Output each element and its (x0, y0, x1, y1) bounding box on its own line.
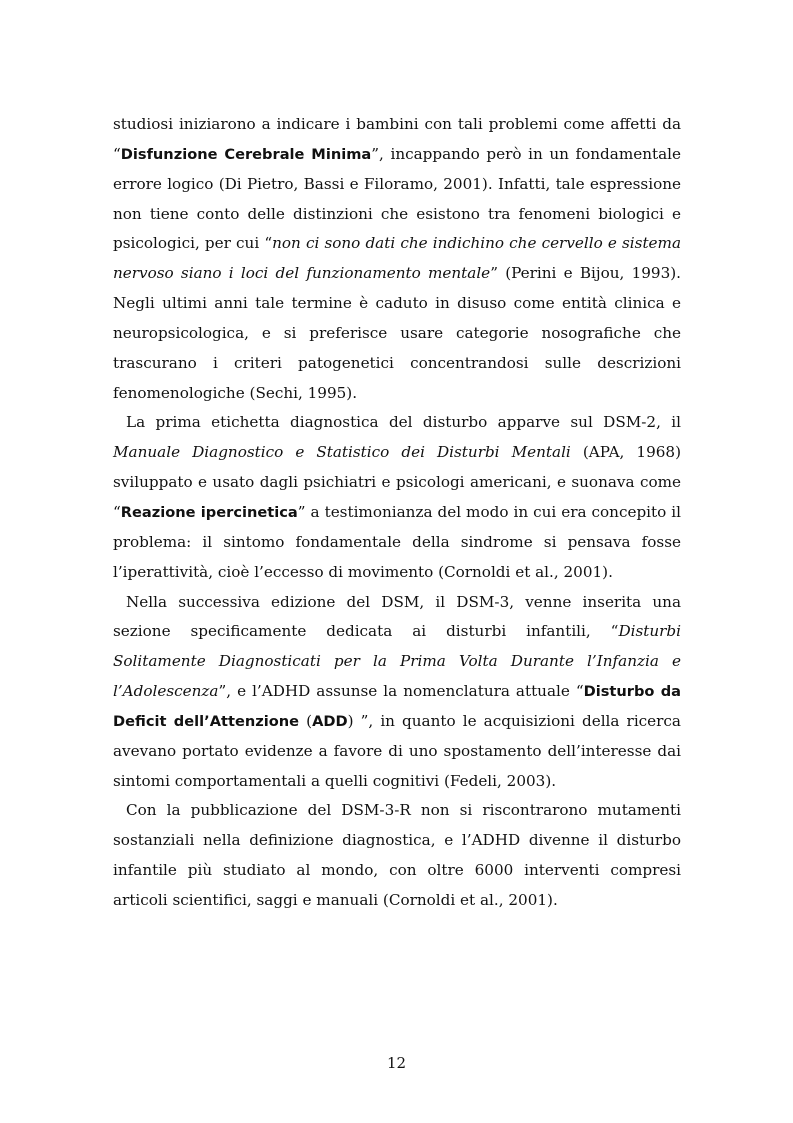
text-run: ” a testimonianza del modo in cui era concepito il problema: il sintomo fondamentale della sindrome si pensava fosse l’iperattività, cioè l’eccesso di movimento (Cornoldi et al., 2001). (113, 502, 681, 581)
page-number: 12 (386, 1054, 407, 1072)
paragraph-3 (113, 588, 681, 797)
text-run: studiosi iniziarono a indicare i bambini con tali problemi come affetti da “ (113, 115, 681, 163)
paragraph-2 (113, 408, 681, 587)
italic-quotation: non ci sono dati che indichino che cervello e sistema nervoso siano i loci del funzionamento mentale (113, 234, 682, 283)
text-run: ”, e l’ADHD assunse la nomenclatura attuale “ (218, 682, 584, 701)
text-run: La prima etichetta diagnostica del disturbo apparve sul DSM-2, il (126, 413, 681, 432)
italic-section-title: Disturbi Solitamente Diagnosticati per la Prima Volta Durante l’Infanzia e l’Adolescenza (113, 622, 681, 701)
bold-term-disfunzione-cerebrale-minima: Disfunzione Cerebrale Minima (120, 145, 372, 163)
paragraph-1 (113, 110, 681, 408)
text-run: ”, incappando però in un fondamentale errore logico (Di Pietro, Bassi e Filoramo, 2001). Infatti, tale espressione non tiene conto delle distinzioni che esistono tra fenomeni biologici e psicologici, per cui “ (113, 144, 682, 253)
text-run: ) ”, in quanto le acquisizioni della ricerca avevano portato evidenze a favore di uno spostamento dell’interesse dai sintomi comportamentali a quelli cognitivi (Fedeli, 2003). (113, 711, 681, 790)
bold-term-reazione-ipercinetica: Reazione ipercinetica (120, 503, 298, 521)
text-run: ” (Perini e Bijou, 1993). Negli ultimi anni tale termine è caduto in disuso come entità clinica e neuropsicologica, e si preferisce usare categorie nosografiche che trascurano i criteri patogenetici concentrandosi sulle descrizioni fenomenologiche (Sechi, 1995). (113, 264, 681, 402)
text-run: ( (299, 711, 313, 730)
bold-term-disturbo-deficit-attenzione: Disturbo da Deficit dell’Attenzione (113, 683, 681, 730)
text-run: Nella successiva edizione del DSM, il DSM-3, venne inserita una sezione specificamente dedicata ai disturbi infantili, “ (113, 592, 681, 641)
italic-manual-title: Manuale Diagnostico e Statistico dei Disturbi Mentali (113, 443, 571, 462)
bold-term-add: ADD (312, 712, 348, 730)
body-text (113, 110, 681, 916)
text-run: (APA, 1968) sviluppato e usato dagli psichiatri e psicologi americani, e suonava come “ (113, 443, 682, 521)
text-run: Con la pubblicazione del DSM-3-R non si riscontrarono mutamenti sostanziali nella definizione diagnostica, e l’ADHD divenne il disturbo infantile più studiato al mondo, con oltre 6000 interventi compresi articoli scientifici, saggi e manuali (Cornoldi et al., 2001). (113, 801, 681, 909)
paragraph-4 (113, 796, 681, 915)
